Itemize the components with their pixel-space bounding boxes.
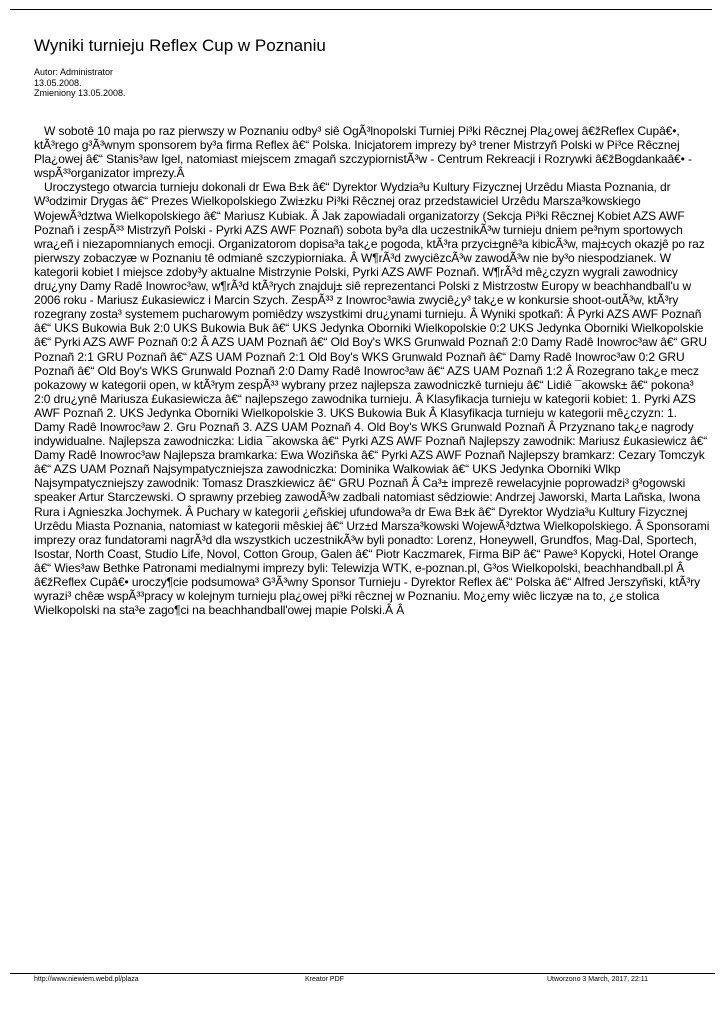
footer-created-date: Utworzono 3 March, 2017, 22:11 <box>547 976 649 983</box>
footer-divider <box>10 973 715 974</box>
article-meta <box>34 67 126 99</box>
page-title: Wyniki turnieju Reflex Cup w Poznaniu <box>34 36 326 55</box>
footer-url: http://www.niewiem.webd.pl/plaza <box>34 976 139 983</box>
footer-creator: Kreator PDF <box>305 976 344 983</box>
publish-date: 13.05.2008. <box>34 77 82 88</box>
top-divider <box>10 9 712 10</box>
article-body <box>34 124 710 617</box>
author-line: Autor: Administrator <box>34 67 114 77</box>
modified-date: Zmieniony 13.05.2008. <box>34 88 126 98</box>
article-paragraph: Uroczystego otwarcia turnieju dokonali dr Ewa B±k â€“ Dyrektor Wydzia³u Kultury Fizycznej Urzêdu Miasta Poznania, dr W³odzimir Drygas â€“ Prezes Wielkopolskiego Zwi±zku Pi³ki Rêcznej oraz przedstawiciel Urzêdu Marsza³kowskiego WojewÃ³dztwa Wielkopolskiego â€“ Mariusz Kubiak. Â Jak zapowiadali organizatorzy (Sekcja Pi³ki Rêcznej Kobiet AZS AWF Poznañ i zespÃ³³ Mistrzyñ Polski - Pyrki AZS AWF Poznañ) sobota by³a dla uczestnikÃ³w turnieju dniem pe³nym sportowych wra¿eñ i niezapomnianych emocji. Organizatorom dopisa³a tak¿e pogoda, ktÃ³ra przyci±gnê³a kibicÃ³w, maj±cych okazjê po raz pierwszy zobaczyæ w Poznaniu tê odmianê szczypiorniaka. Â W¶rÃ³d zwyciêzcÃ³w zawodÃ³w nie by³o niespodzianek. W kategorii kobiet I miejsce zdoby³y aktualne Mistrzynie Polski, Pyrki AZS AWF Poznañ. W¶rÃ³d mê¿czyzn wygrali zawodnicy dru¿yny Damy Radê Inowroc³aw, w¶rÃ³d ktÃ³rych znajduj± siê reprezentanci Polski z Mistrzostw Europy w beachhandball'u w 2006 roku - Mariusz £ukasiewicz i Marcin Szych. ZespÃ³³ z Inowroc³awia zwyciê¿y³ tak¿e w konkursie shoot-outÃ³w, ktÃ³ry rozegrany zosta³ systemem pucharowym pomiêdzy wszystkimi dru¿ynami turnieju. Â Wyniki spotkañ: Â Pyrki AZS AWF Poznañ â€“ UKS Bukowia Buk 2:0 UKS Bukowia Buk â€“ UKS Jedynka Oborniki Wielkopolskie 0:2 UKS Jedynka Oborniki Wielkopolskie â€“ Pyrki AZS AWF Poznañ 0:2 Â AZS UAM Poznañ â€“ Old Boy's WKS Grunwald Poznañ 2:0 Damy Radê Inowroc³aw â€“ GRU Poznañ 2:1 GRU Poznañ â€“ AZS UAM Poznañ 2:1 Old Boy's WKS Grunwald Poznañ â€“ Damy Radê Inowroc³aw 0:2 GRU Poznañ â€“ Old Boy's WKS Grunwald Poznañ 2:0 Damy Radê Inowroc³aw â€“ AZS UAM Poznañ 1:2 Â Rozegrano tak¿e mecz pokazowy w kategorii open, w ktÃ³rym zespÃ³³ wybrany przez najlepsza zawodniczkê turnieju â€“ Lidiê ¯akowsk± â€“ pokona³ 2:0 dru¿ynê Mariusza £ukasiewicza â€“ najlepszego zawodnika turnieju. Â Klasyfikacja turnieju w kategorii kobiet: 1. Pyrki AZS AWF Poznañ 2. UKS Jedynka Oborniki Wielkopolskie 3. UKS Bukowia Buk Â Klasyfikacja turnieju w kategorii mê¿czyzn: 1. Damy Radê Inowroc³aw 2. Gru Poznañ 3. AZS UAM Poznañ 4. Old Boy's WKS Grunwald Poznañ Â Przyznano tak¿e nagrody indywidualne. Najlepsza zawodniczka: Lidia ¯akowska â€“ Pyrki AZS AWF Poznañ Najlepszy zawodnik: Mariusz £ukasiewicz â€“ Damy Radê Inowroc³aw Najlepsza bramkarka: Ewa Woziñska â€“ Pyrki AZS AWF Poznañ Najlepszy bramkarz: Cezary Tomczyk â€“ AZS UAM Poznañ Najsympatyczniejsza zawodniczka: Dominika Walkowiak â€“ UKS Jedynka Oborniki Wlkp Najsympatyczniejszy zawodnik: Tomasz Draszkiewicz â€“ GRU Poznañ Â Ca³± imprezê rewelacyjnie poprowadzi³ g³ogowski speaker Artur Starczewski. O sprawny przebieg zawodÃ³w zadbali natomiast sêdziowie: Andrzej Jaworski, Marta Lañska, Iwona Rura i Agnieszka Jochymek. Â Puchary w kategorii ¿eñskiej ufundowa³a dr Ewa B±k â€“ Dyrektor Wydzia³u Kultury Fizycznej Urzêdu Miasta Poznania, natomiast w kategorii mêskiej â€“ Urz±d Marsza³kowski WojewÃ³dztwa Wielkopolskiego. Â Sponsorami imprezy oraz fundatorami nagrÃ³d dla wszystkich uczestnikÃ³w byli ponadto: Lorenz, Honeywell, Grundfos, Mag-Dal, Sportech, Isostar, North Coast, Studio Life, Novol, Cotton Group, Galen â€“ Piotr Kaczmarek, Firma BiP â€“ Pawe³ Kopycki, Hotel Orange â€“ Wies³aw Bethke Patronami medialnymi imprezy byli: Telewizja WTK, e-poznan.pl, G³os Wielkopolski, beachhandball.pl Â â€žReflex Cupâ€• uroczy¶cie podsumowa³ G³Ã³wny Sponsor Turnieju - Dyrektor Reflex â€“ Polska â€“ Alfred Jerszyñski, ktÃ³ry wyrazi³ chêæ wspÃ³³pracy w kolejnym turnieju pla¿owej pi³ki rêcznej w Poznaniu. Mo¿emy wiêc liczyæ na to, ¿e stolica Wielkopolski na sta³e zago¶ci na beachhandball'owej mapie Polski.Â Â <box>34 180 710 618</box>
article-paragraph: W sobotê 10 maja po raz pierwszy w Poznaniu odby³ siê OgÃ³lnopolski Turniej Pi³ki Rêcznej Pla¿owej â€žReflex Cupâ€•, ktÃ³rego g³Ã³wnym sponsorem by³a firma Reflex â€“ Polska. Inicjatorem imprezy by³ trener Mistrzyñ Polski w Pi³ce Rêcznej Pla¿owej â€“ Stanis³aw Igel, natomiast miejscem zmagañ szczypiornistÃ³w - Centrum Rekreacji i Rozrywki â€žBogdankaâ€• - wspÃ³³organizator imprezy.Â <box>34 124 692 181</box>
